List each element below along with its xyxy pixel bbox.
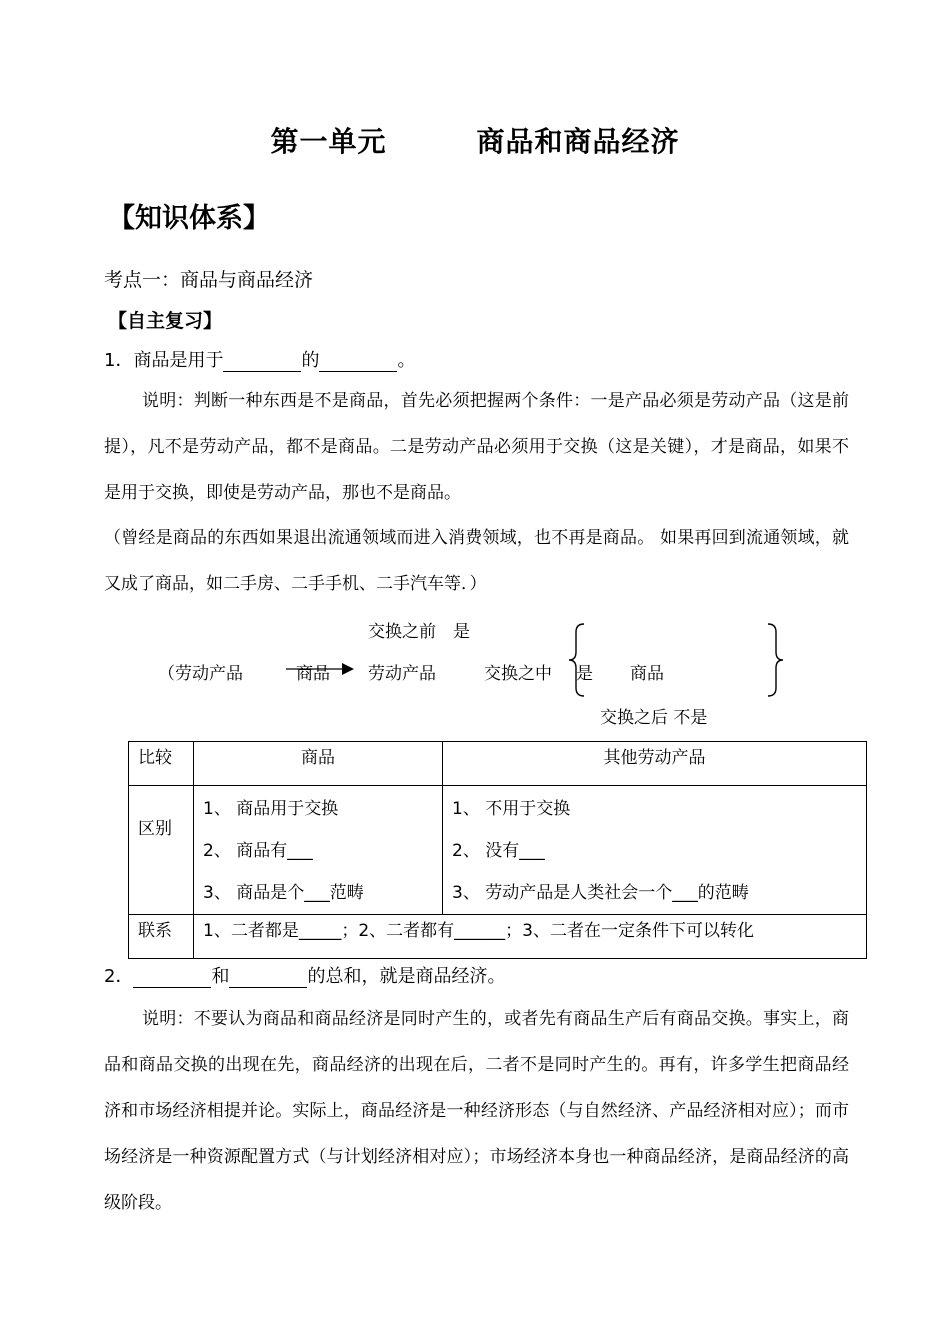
table-row-difference <box>129 786 867 915</box>
table-header-row <box>129 742 867 786</box>
blank-1 <box>223 350 301 372</box>
header-other: 其他劳动产品 <box>443 742 867 786</box>
question-1-suffix: 。 <box>397 350 416 371</box>
question-2 <box>104 962 505 988</box>
comparison-table <box>128 741 867 959</box>
blank-4 <box>229 966 307 988</box>
question-1 <box>104 346 415 372</box>
diagram-during: 交换之中 <box>484 664 552 684</box>
question-2-suffix: 的总和，就是商品经济。 <box>307 966 506 987</box>
question-1-prefix: 1．商品是用于 <box>104 350 224 371</box>
table-row-link <box>129 915 867 959</box>
explanation-2: 说明：不要认为商品和商品经济是同时产生的，或者先有商品生产后有商品交换。事实上，商品和商品交换的出现在先，商品经济的出现在后，二者不是同时产生的。再有，许多学生把商品经济和市场经济相提并论。实际上，商品经济是一种经济形态（与自然经济、产品经济相对应）；而市场经济是一种资源配置方式（与计划经济相对应）；市场经济本身也一种商品经济，是商品经济的高级阶段。 <box>104 1009 849 1213</box>
diagram-arrow-label: 商品 <box>296 664 330 684</box>
question-1-mid: 的 <box>301 350 320 371</box>
blank-2 <box>319 350 397 372</box>
diagram-labor-product: 劳动产品 <box>368 664 436 684</box>
right-brace-icon <box>764 622 786 698</box>
topic-heading: 考点一：商品与商品经济 <box>104 269 314 291</box>
review-heading: 【自主复习】 <box>108 310 223 332</box>
link-text: 1、二者都是_____；2、二者都有______；3、二者在一定条件下可以转化 <box>194 915 867 959</box>
section-heading: 【知识体系】 <box>108 203 270 234</box>
diff-label: 区别 <box>129 786 194 915</box>
other-item: 2、 没有___ <box>452 841 545 861</box>
question-2-prefix: 2． <box>104 966 134 987</box>
header-compare: 比较 <box>129 742 194 786</box>
diagram-goods: 商品 <box>630 664 664 684</box>
unit-subject: 商品和商品经济 <box>476 125 680 158</box>
goods-item: 2、 商品有___ <box>203 841 313 861</box>
arrow-icon <box>284 660 356 678</box>
other-cell <box>443 786 867 915</box>
explanation-1-note: （曾经是商品的东西如果退出流通领域而进入消费领域，也不再是商品。 如果再回到流通领域，就又成了商品，如二手房、二手手机、二手汽车等．） <box>104 528 849 594</box>
goods-item: 1、 商品用于交换 <box>203 799 339 819</box>
explanation-1: 说明：判断一种东西是不是商品，首先必须把握两个条件：一是产品必须是劳动产品（这是前提），凡不是劳动产品，都不是商品。二是劳动产品必须用于交换（这是关键），才是商品，如果不是用于交换，即使是劳动产品，那也不是商品。 <box>104 391 849 503</box>
link-label: 联系 <box>129 915 194 959</box>
goods-item: 3、 商品是个___范畴 <box>203 883 364 903</box>
header-goods: 商品 <box>194 742 443 786</box>
goods-cell <box>194 786 443 915</box>
blank-3 <box>133 966 211 988</box>
other-item: 1、 不用于交换 <box>452 799 571 819</box>
page-title <box>0 120 950 160</box>
unit-label: 第一单元 <box>270 125 387 158</box>
diagram-left-paren: （劳动产品 <box>158 664 243 684</box>
question-2-mid: 和 <box>211 966 230 987</box>
diagram-is: 是 <box>576 664 593 684</box>
diagram-before: 交换之前 是 <box>368 622 470 642</box>
other-item: 3、 劳动产品是人类社会一个___的范畴 <box>452 883 749 903</box>
diagram-after: 交换之后 不是 <box>600 708 708 728</box>
